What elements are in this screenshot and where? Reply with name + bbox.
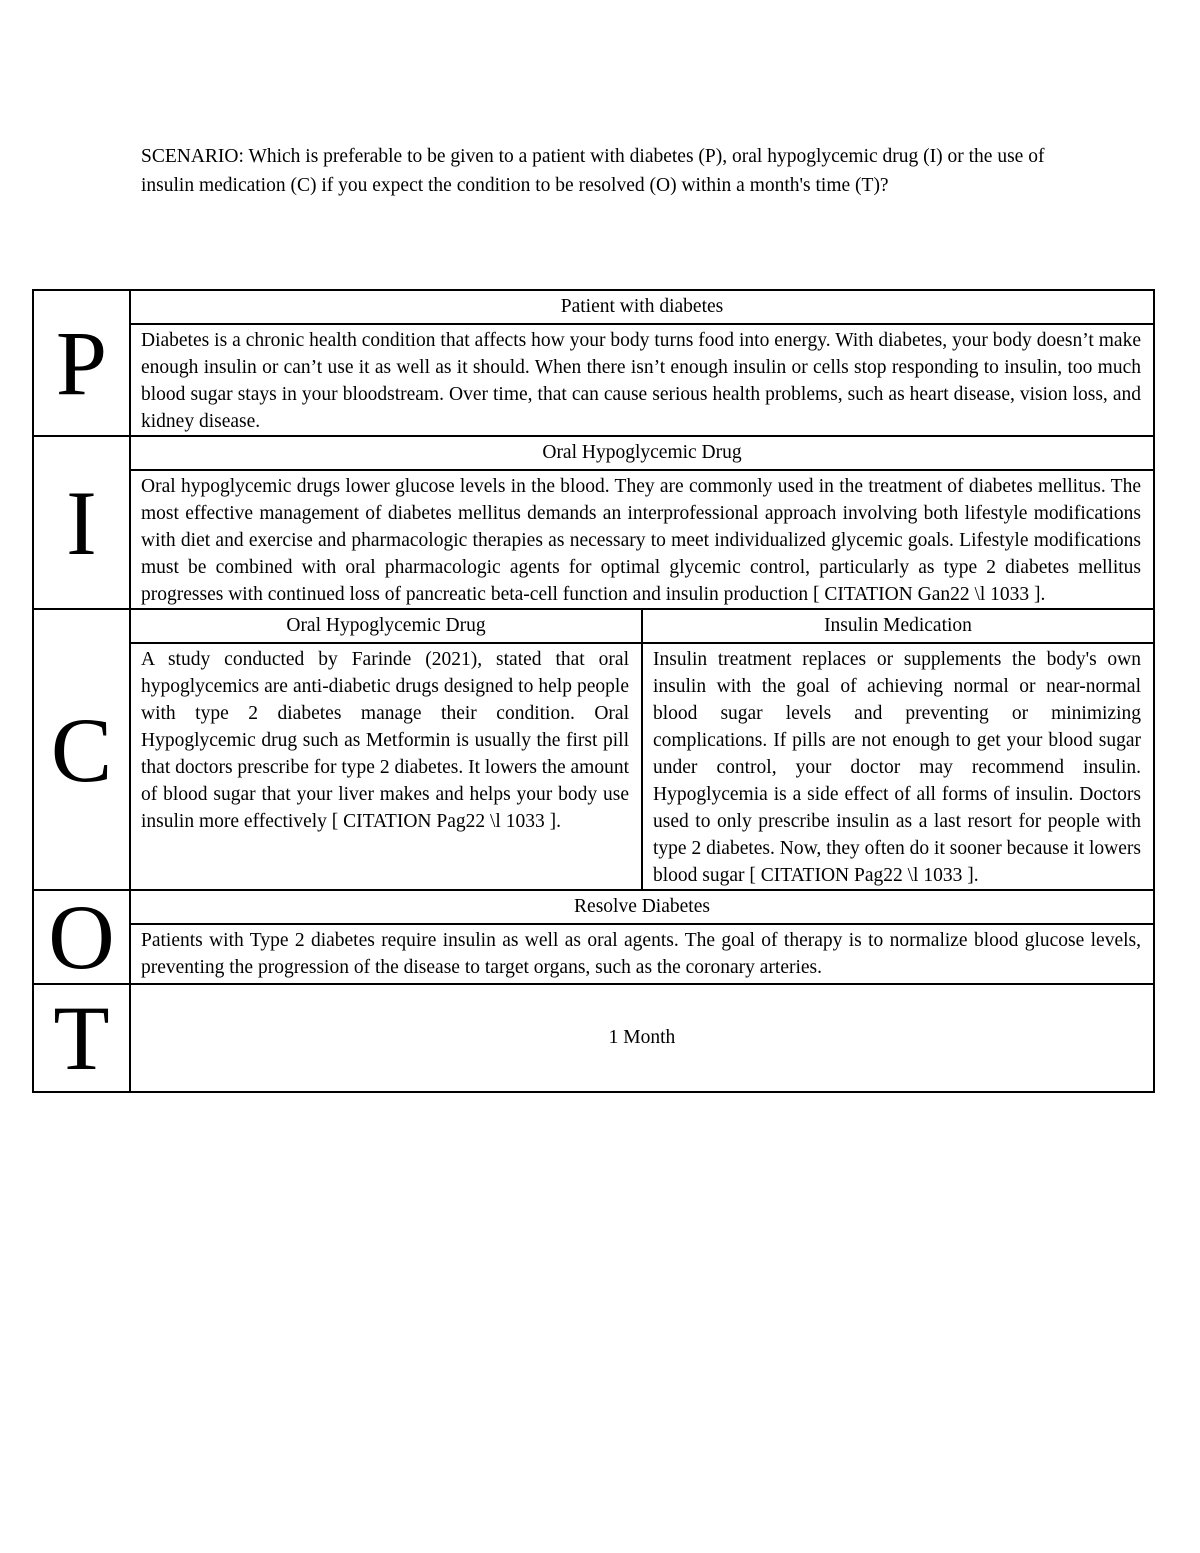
letter-c: C: [33, 609, 130, 890]
content-p: [130, 290, 1154, 436]
body-c-right: Insulin treatment replaces or supplements the body's own insulin with the goal of achieving normal or near-normal blood sugar levels and preventing or minimizing complications. If pills are not enough to get your blood sugar under control, your doctor may recommend insulin. Hypoglycemia is a side effect of all forms of insulin. Doctors used to only prescribe insulin as a last resort for people with type 2 diabetes. Now, they often do it sooner because it lowers blood sugar [ CITATION Pag22 \l 1033 ].: [653, 649, 1141, 886]
picot-table: [32, 289, 1155, 1093]
row-i: [33, 436, 1154, 609]
body-p: Diabetes is a chronic health condition that affects how your body turns food into energy. With diabetes, your body doesn’t make enough insulin or can’t use it as well as it should. When there isn’t enough insulin or cells stop responding to insulin, too much blood sugar stays in your bloodstream. Over time, that can cause serious health problems, such as heart disease, vision loss, and kidney disease.: [141, 330, 1141, 432]
letter-p: P: [33, 290, 130, 436]
letter-i: I: [33, 436, 130, 609]
heading-i: Oral Hypoglycemic Drug: [131, 437, 1153, 471]
scenario-text: SCENARIO: Which is preferable to be given to a patient with diabetes (P), oral hypoglycemic drug (I) or the use of insulin medication (C) if you expect the condition to be resolved (O) within a month's time (T)?: [141, 146, 1045, 196]
body-o: Patients with Type 2 diabetes require insulin as well as oral agents. The goal of therapy is to normalize blood glucose levels, preventing the progression of the disease to target organs, such as the coronary arteries.: [141, 930, 1141, 978]
body-i: Oral hypoglycemic drugs lower glucose levels in the blood. They are commonly used in the treatment of diabetes mellitus. The most effective management of diabetes mellitus demands an interprofessional approach involving both lifestyle modifications with diet and exercise and pharmacologic therapies as necessary to meet individualized glycemic goals. Lifestyle modifications must be combined with oral pharmacologic agents for optimal glycemic control, particularly as type 2 diabetes mellitus progresses with continued loss of pancreatic beta-cell function and insulin production [ CITATION Gan22 \l 1033 ].: [141, 476, 1141, 605]
heading-p: Patient with diabetes: [131, 291, 1153, 325]
letter-t: T: [33, 984, 130, 1092]
heading-c-right: Insulin Medication: [643, 610, 1153, 644]
heading-c-left: Oral Hypoglycemic Drug: [131, 610, 643, 644]
row-o: [33, 890, 1154, 984]
body-c-left: A study conducted by Farinde (2021), stated that oral hypoglycemics are anti-diabetic drugs designed to help people with type 2 diabetes manage their condition. Oral Hypoglycemic drug such as Metformin is usually the first pill that doctors prescribe for type 2 diabetes. It lowers the amount of blood sugar that your liver makes and helps your body use insulin more effectively [ CITATION Pag22 \l 1033 ].: [131, 644, 643, 889]
content-i: [130, 436, 1154, 609]
comparison-heading-row: [131, 610, 1153, 644]
content-t: [130, 984, 1154, 1092]
content-c: [130, 609, 1154, 890]
row-p: [33, 290, 1154, 436]
comparison-body-row: [131, 644, 1153, 889]
row-c: [33, 609, 1154, 890]
heading-o: Resolve Diabetes: [131, 891, 1153, 925]
row-t: [33, 984, 1154, 1092]
time-value: 1 Month: [608, 1027, 676, 1048]
letter-o: O: [33, 890, 130, 984]
content-o: [130, 890, 1154, 984]
